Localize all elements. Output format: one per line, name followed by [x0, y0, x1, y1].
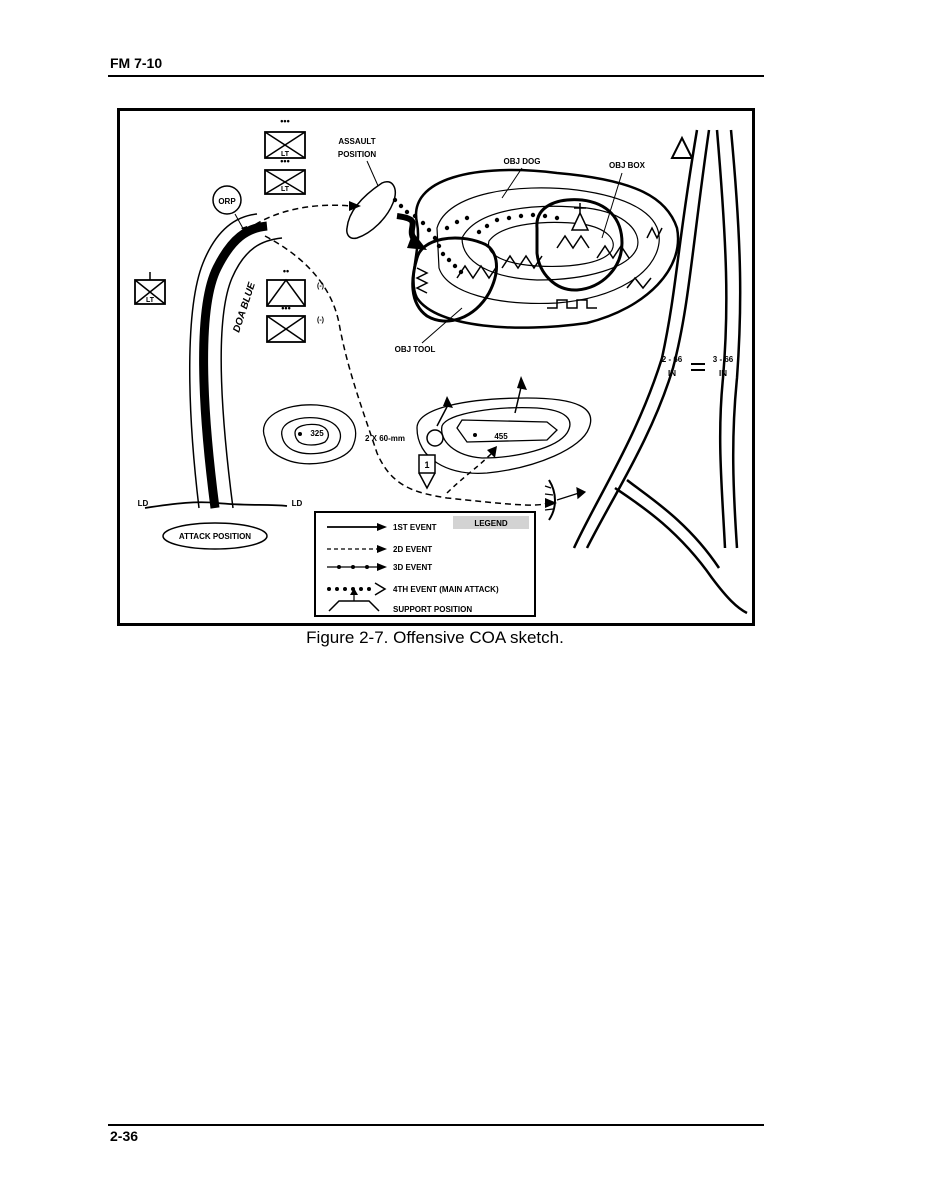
figure-caption: Figure 2-7. Offensive COA sketch.: [306, 628, 564, 647]
lt-label-2: LT: [280, 186, 290, 193]
mortar-position: [427, 430, 443, 446]
assault-position-label-1: ASSAULT: [338, 137, 376, 146]
boundary-right-unit: 3 - 66: [712, 355, 734, 364]
coa-sketch-figure: [117, 108, 755, 626]
legend: [315, 512, 535, 616]
boundary-left-branch: IN: [668, 369, 676, 378]
svg-text:•••: •••: [280, 156, 290, 166]
ld-left-label: LD: [137, 499, 149, 508]
page-number: 2-36: [110, 1128, 139, 1144]
svg-text:•••: •••: [280, 116, 290, 126]
legend-item-1st-event: 1ST EVENT: [393, 523, 437, 532]
legend-item-3d-event: 3D EVENT: [393, 563, 433, 572]
lt-label-1: LT: [280, 151, 290, 158]
doa-blue-label: DOA BLUE: [231, 281, 258, 334]
hill-325-label: 325: [310, 429, 324, 438]
legend-item-support-position: SUPPORT POSITION: [393, 605, 473, 614]
assault-position-label-2: POSITION: [337, 150, 377, 159]
obj-box-label: OBJ BOX: [608, 161, 646, 170]
boundary-left-unit: 2 - 66: [661, 355, 683, 364]
svg-text:•••: •••: [281, 303, 291, 313]
header-rule: [108, 75, 764, 77]
obj-tool-label: OBJ TOOL: [394, 345, 436, 354]
minus-label-1: (-): [317, 283, 324, 290]
coa-sketch-svg: [117, 108, 755, 626]
running-header: FM 7-10: [110, 55, 163, 71]
lt-label-left: LT: [145, 297, 155, 304]
hill-455-label: 455: [494, 432, 508, 441]
footer-rule: [108, 1124, 764, 1126]
svg-text:••: ••: [282, 266, 290, 276]
orp-label: ORP: [218, 197, 236, 206]
attack-position-label: ATTACK POSITION: [178, 532, 252, 541]
mortar-label: 2 X 60-mm: [364, 434, 406, 443]
minus-label-2: (-): [317, 317, 324, 324]
legend-title: LEGEND: [474, 519, 508, 528]
ld-right-label: LD: [291, 499, 303, 508]
checkpoint-label: 1: [424, 460, 430, 470]
boundary-right-branch: IN: [719, 369, 727, 378]
legend-item-4th-event: 4TH EVENT (MAIN ATTACK): [393, 585, 499, 594]
obj-dog-label: OBJ DOG: [503, 157, 541, 166]
legend-item-2d-event: 2D EVENT: [393, 545, 433, 554]
